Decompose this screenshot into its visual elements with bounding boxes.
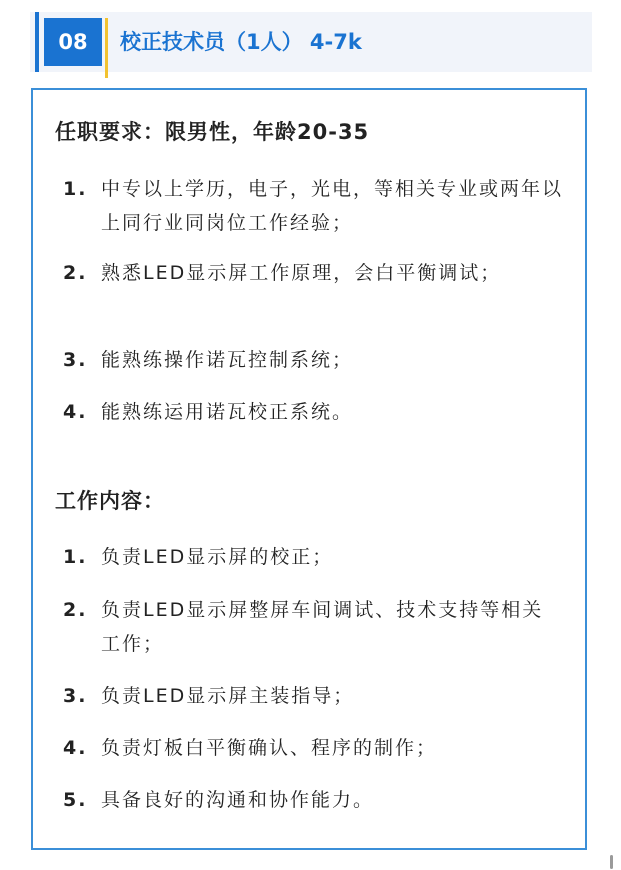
duty-text: 负责灯板白平衡确认、程序的制作； xyxy=(101,737,438,759)
header-left-bar xyxy=(35,12,39,72)
scroll-indicator[interactable] xyxy=(610,855,613,869)
requirement-text: 中专以上学历，电子，光电，等相关专业或两年以上同行业同岗位工作经验； xyxy=(101,178,564,234)
requirement-number: 4. xyxy=(63,401,88,423)
duty-text: 负责LED显示屏整屏车间调试、技术支持等相关工作； xyxy=(101,599,544,655)
duty-number: 4. xyxy=(63,737,88,759)
duties-title: 工作内容： xyxy=(55,489,165,513)
header-accent-bar xyxy=(105,18,108,78)
duty-item xyxy=(63,679,563,713)
requirement-item xyxy=(63,395,563,429)
requirement-number: 2. xyxy=(63,262,88,284)
requirement-number: 1. xyxy=(63,178,88,200)
requirement-text: 熟悉LED显示屏工作原理，会白平衡调试； xyxy=(101,262,502,284)
duty-text: 负责LED显示屏的校正； xyxy=(101,546,334,568)
requirement-item xyxy=(63,256,563,290)
job-detail-box xyxy=(31,88,587,850)
requirement-item xyxy=(63,172,563,240)
requirement-text: 能熟练操作诺瓦控制系统； xyxy=(101,349,354,371)
duty-number: 3. xyxy=(63,685,88,707)
duty-item xyxy=(63,731,563,765)
duty-text: 负责LED显示屏主装指导； xyxy=(101,685,355,707)
duty-number: 1. xyxy=(63,546,88,568)
requirements-title: 任职要求：限男性，年龄20-35 xyxy=(55,120,370,144)
requirement-text: 能熟练运用诺瓦校正系统。 xyxy=(101,401,354,423)
duty-text: 具备良好的沟通和协作能力。 xyxy=(101,789,375,811)
duty-item xyxy=(63,540,563,574)
duty-number: 2. xyxy=(63,599,88,621)
duty-item xyxy=(63,593,563,661)
requirement-number: 3. xyxy=(63,349,88,371)
requirement-item xyxy=(63,343,563,377)
duty-item xyxy=(63,783,563,817)
job-title: 校正技术员（1人） 4-7k xyxy=(120,30,362,54)
duty-number: 5. xyxy=(63,789,88,811)
job-number-badge: 08 xyxy=(44,18,102,66)
job-header xyxy=(30,12,592,72)
